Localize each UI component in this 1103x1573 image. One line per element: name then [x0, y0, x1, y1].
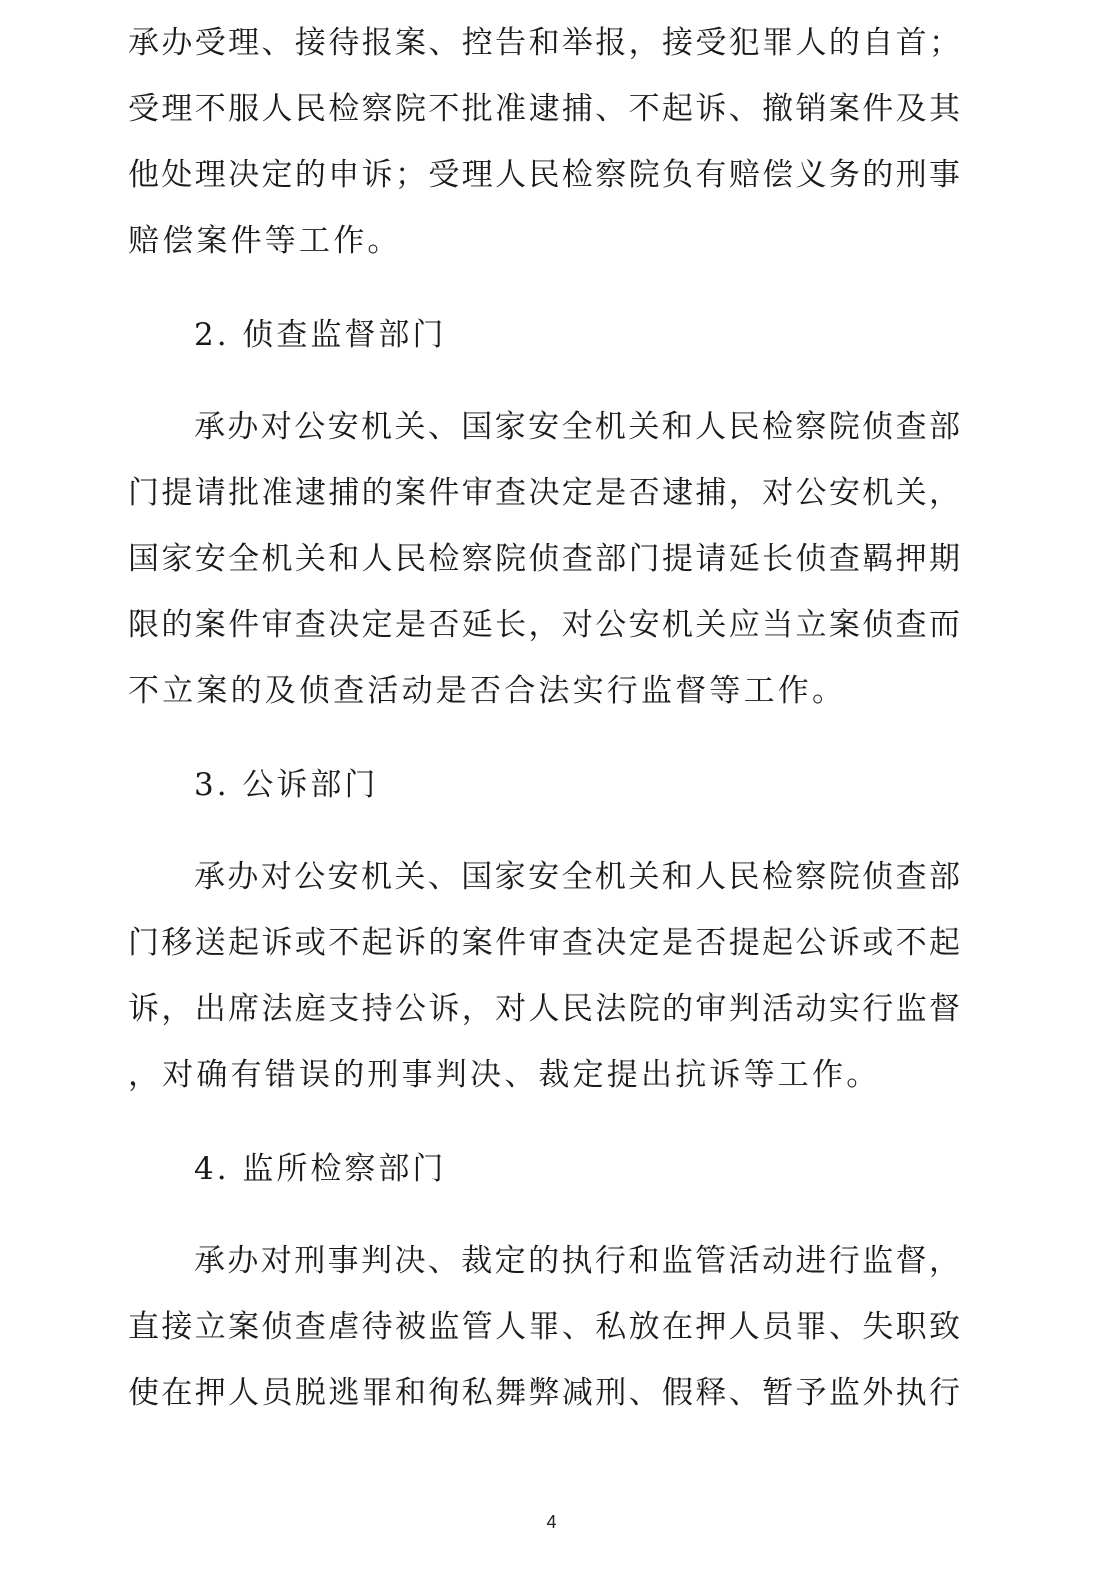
paragraph-line: ，对确有错误的刑事判决、裁定提出抗诉等工作。: [128, 1057, 881, 1093]
paragraph-4: [128, 1228, 960, 1426]
paragraph-line: 承办对公安机关、国家安全机关和人民检察院侦查部: [194, 859, 960, 895]
paragraph-line: 直接立案侦查虐待被监管人罪、私放在押人员罪、失职致: [128, 1309, 960, 1345]
paragraph-line: 诉，出席法庭支持公诉，对人民法院的审判活动实行监督: [128, 991, 960, 1027]
document-page: [128, 10, 960, 1426]
page-number: 4: [546, 1512, 557, 1532]
paragraph-line: 使在押人员脱逃罪和徇私舞弊减刑、假释、暂予监外执行: [128, 1375, 960, 1411]
paragraph-line: 限的案件审查决定是否延长，对公安机关应当立案侦查而: [128, 607, 960, 643]
paragraph-line: 承办受理、接待报案、控告和举报，接受犯罪人的自首；: [128, 25, 960, 61]
paragraph-line: 承办对刑事判决、裁定的执行和监管活动进行监督，: [194, 1243, 960, 1279]
paragraph-line: 门提请批准逮捕的案件审查决定是否逮捕，对公安机关，: [128, 475, 960, 511]
paragraph-2: [128, 394, 960, 724]
paragraph-3: [128, 844, 960, 1108]
paragraph-line: 受理不服人民检察院不批准逮捕、不起诉、撤销案件及其: [128, 91, 960, 127]
paragraph-1: [128, 10, 960, 274]
paragraph-line: 承办对公安机关、国家安全机关和人民检察院侦查部: [194, 409, 960, 445]
section-heading-4: 4. 监所检察部门: [194, 1151, 447, 1187]
paragraph-line: 国家安全机关和人民检察院侦查部门提请延长侦查羁押期: [128, 541, 960, 577]
paragraph-line: 不立案的及侦查活动是否合法实行监督等工作。: [128, 673, 847, 709]
paragraph-line: 他处理决定的申诉；受理人民检察院负有赔偿义务的刑事: [128, 157, 960, 193]
paragraph-line: 赔偿案件等工作。: [128, 223, 402, 259]
paragraph-line: 门移送起诉或不起诉的案件审查决定是否提起公诉或不起: [128, 925, 960, 961]
section-heading-2: 2. 侦查监督部门: [194, 317, 447, 353]
section-heading-3: 3. 公诉部门: [194, 767, 379, 803]
